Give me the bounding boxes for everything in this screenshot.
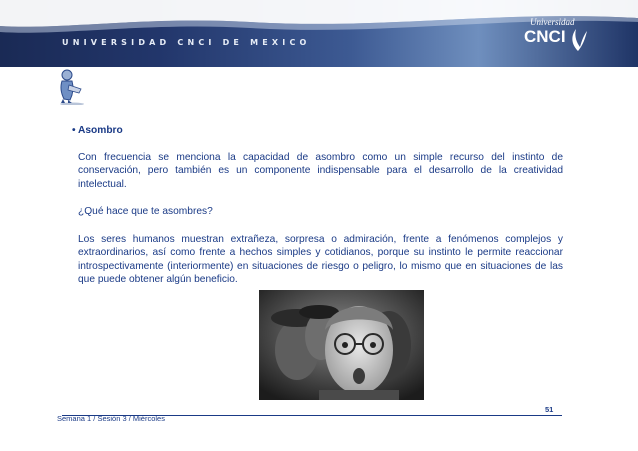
header-banner [0, 0, 638, 67]
photo-illustration [259, 290, 424, 400]
logo-cnci-text: CNCI [524, 27, 566, 46]
logo-swoosh-icon [568, 25, 588, 53]
lesson-content [72, 124, 563, 301]
logo-universidad-text: Universidad [530, 17, 575, 27]
explanation-paragraph: Los seres humanos muestran extrañeza, sorpresa o admiración, frente a fenómenos complejos y extraordinarios, así como frente a hechos simples y cotidianos, porque su instinto le permite reaccionar introspectivamente (interiormente) en situaciones de riesgo o peligro, lo mismo que en situaciones de las que puede obtener algún beneficio. [78, 233, 563, 285]
thinking-figure-icon [55, 67, 89, 105]
question-text: ¿Qué hace que te asombres? [78, 206, 213, 217]
section-heading: • Asombro [72, 125, 123, 136]
university-banner-text: UNIVERSIDAD CNCI DE MEXICO [62, 38, 311, 47]
page-number: 51 [545, 405, 554, 414]
cnci-logo [524, 17, 588, 59]
session-footer: Semana 1 / Sesión 3 / Miércoles [57, 414, 165, 423]
intro-paragraph: Con frecuencia se menciona la capacidad de asombro como un simple recurso del instinto de conservación, pero también es un componente indispensable para el desarrollo de la creatividad intelectual. [78, 151, 563, 190]
surprised-child-photo [259, 290, 424, 400]
